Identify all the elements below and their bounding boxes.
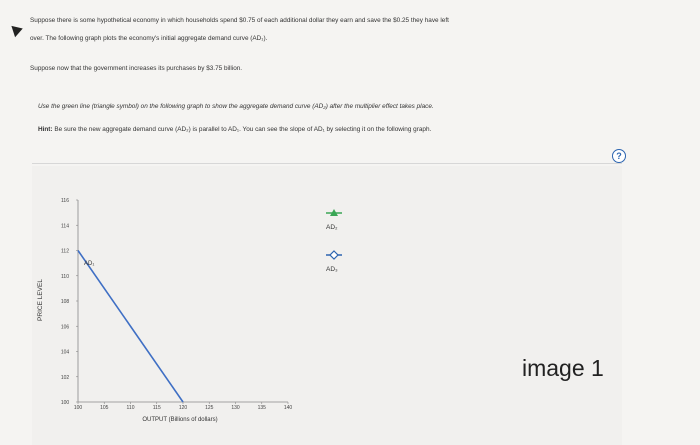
y-tick-label: 104	[60, 349, 70, 356]
x-tick-label: 140	[283, 405, 293, 411]
y-tick-label: 102	[60, 374, 70, 381]
y-tick-label: 108	[60, 299, 70, 305]
x-axis-label: OUTPUT (Billions of dollars)	[142, 417, 218, 423]
y-tick-label: 106	[60, 324, 70, 331]
diamond-icon	[330, 251, 338, 259]
y-tick-label: 100	[60, 400, 70, 406]
instruction-text: Use the green line (triangle symbol) on the following graph to show the aggregate demand curve (AD₂) after the multiplier effect takes place.	[38, 103, 434, 110]
hint-label: Hint:	[38, 126, 53, 133]
legend-ad2-label: AD₂	[326, 224, 338, 231]
x-tick-label: 110	[126, 405, 135, 411]
x-tick-label: 100	[73, 405, 83, 411]
x-tick-label: 115	[152, 405, 161, 411]
y-axis-label: PRICE LEVEL	[37, 279, 44, 321]
x-tick-label: 135	[257, 405, 266, 411]
help-button[interactable]: ?	[612, 149, 626, 163]
graph-axes	[78, 200, 288, 402]
image-caption: image 1	[522, 355, 604, 381]
problem-line-2: over. The following graph plots the economy's initial aggregate demand curve (AD₁).	[30, 35, 268, 42]
x-tick-label: 120	[178, 405, 188, 411]
graph-curves[interactable]	[78, 251, 183, 403]
hint-body: Be sure the new aggregate demand curve (AD₂) is parallel to AD₁. You can see the slope of AD₁ by selecting it on the following graph.	[54, 126, 432, 133]
x-tick-label: 125	[205, 405, 214, 411]
y-tick-label: 114	[61, 223, 69, 230]
graph-ticks	[61, 198, 293, 411]
legend-ad2-tool[interactable]	[326, 209, 342, 231]
y-tick-label: 110	[61, 273, 69, 280]
y-tick-label: 112	[61, 248, 69, 255]
ad1-curve-label: AD₁	[84, 261, 95, 267]
problem-line-1: Suppose there is some hypothetical economy in which households spend $0.75 of each additional dollar they earn and save the $0.25 they have left	[30, 17, 449, 24]
x-tick-label: 130	[231, 405, 240, 411]
ad1-curve-line[interactable]	[78, 251, 183, 403]
legend-ad3-label: AD₃	[326, 266, 338, 273]
x-tick-label: 105	[100, 405, 109, 411]
y-tick-label: 116	[61, 198, 69, 204]
problem-line-3: Suppose now that the government increases its purchases by $3.75 billion.	[30, 65, 243, 72]
legend-ad3-tool[interactable]	[326, 251, 342, 273]
